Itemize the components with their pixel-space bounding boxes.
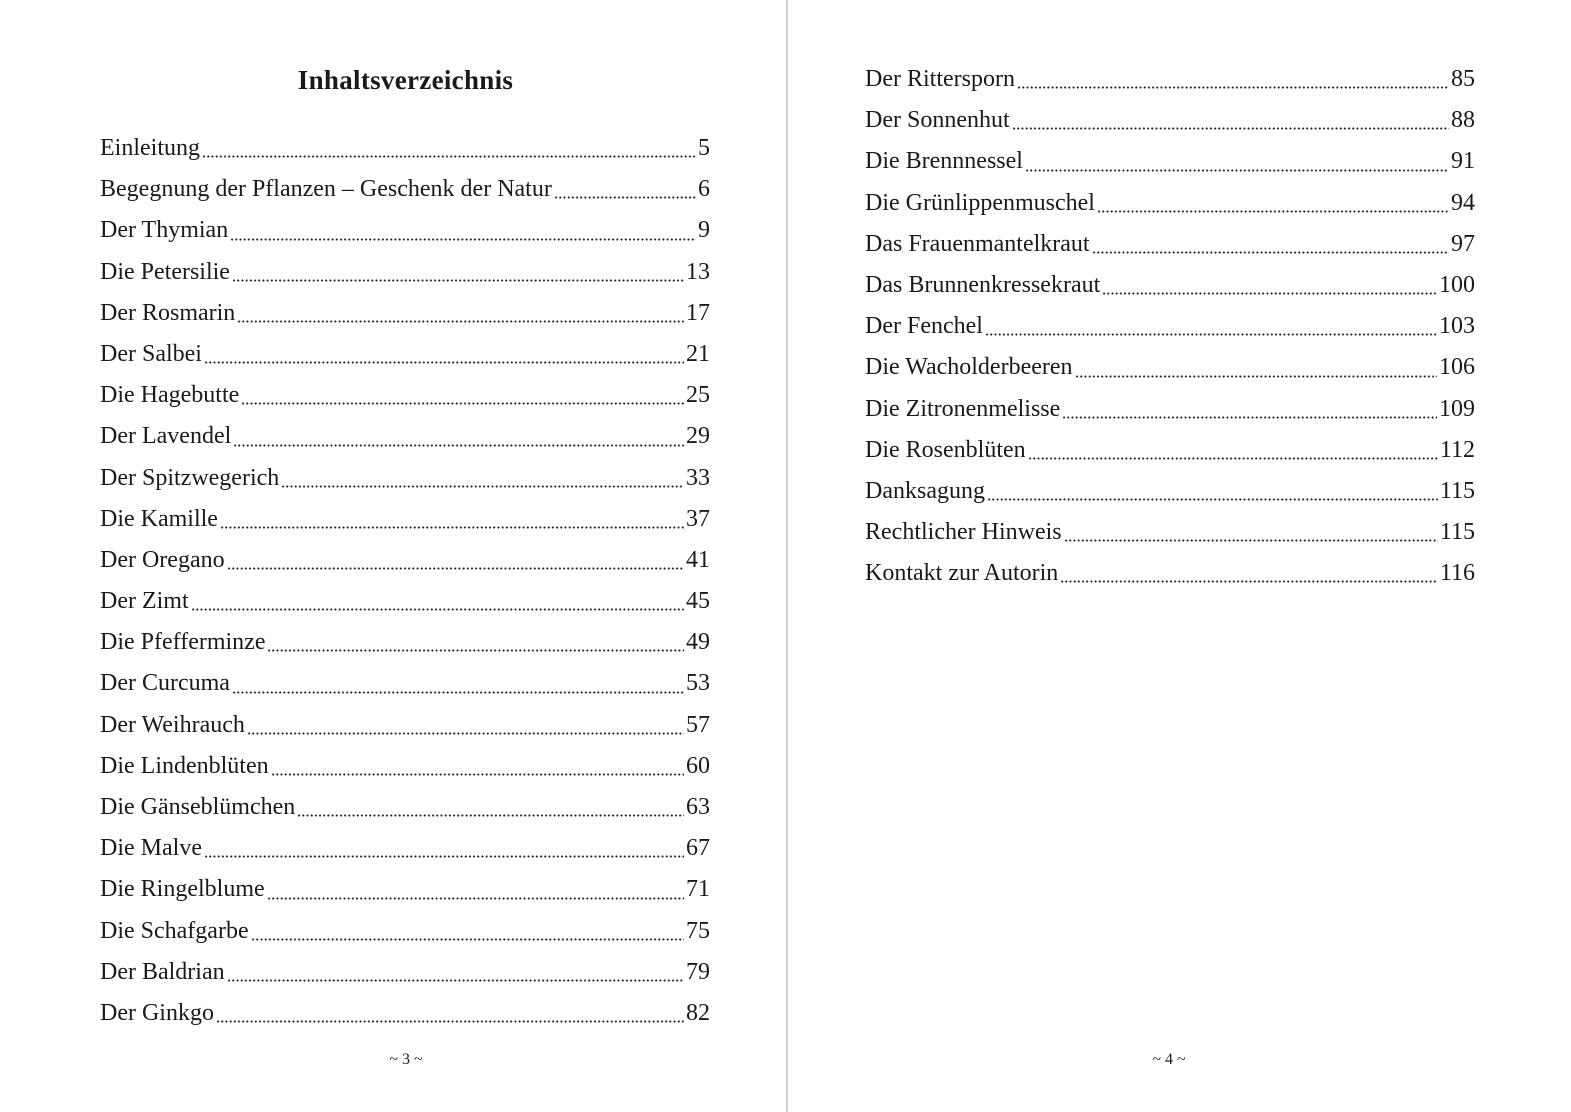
toc-entry-page-number: 49 (686, 629, 710, 656)
toc-entry-page-number: 85 (1451, 66, 1475, 92)
toc-entry (100, 252, 710, 293)
toc-entry (100, 952, 710, 993)
dot-leader (232, 264, 684, 282)
toc-entry (100, 911, 710, 952)
toc-entry-title: Der Lavendel (100, 423, 232, 450)
toc-entry (865, 59, 1475, 100)
toc-entry-page-number: 17 (686, 299, 710, 326)
toc-entry (100, 993, 710, 1034)
toc-entry-page-number: 82 (686, 999, 710, 1026)
toc-entry-title: Der Sonnenhut (865, 107, 1010, 134)
toc-entry-page-number: 88 (1451, 107, 1475, 134)
toc-entry (100, 622, 710, 663)
dot-leader (247, 717, 684, 735)
toc-entry-page-number: 9 (698, 217, 710, 244)
toc-entry (865, 141, 1475, 182)
toc-entry-title: Einleitung (100, 135, 200, 161)
dot-leader (202, 140, 696, 158)
toc-entry-title: Die Schafgarbe (100, 917, 249, 944)
toc-entry-title: Kontakt zur Autorin (865, 560, 1059, 587)
dot-leader (220, 511, 684, 529)
dot-leader (230, 223, 696, 241)
toc-entry-title: Die Rosenblüten (865, 436, 1026, 463)
toc-entry (100, 334, 710, 375)
toc-entry-title: Das Brunnenkressekraut (865, 271, 1101, 298)
dot-leader (191, 593, 684, 611)
toc-entry-title: Der Spitzwegerich (100, 464, 280, 491)
toc-entry (100, 293, 710, 334)
toc-entry (865, 265, 1475, 306)
toc-entry-page-number: 13 (686, 258, 710, 285)
toc-entry-page-number: 21 (686, 340, 710, 367)
toc-entry (100, 746, 710, 787)
toc-entry (100, 416, 710, 457)
toc-entry-page-number: 6 (698, 176, 710, 203)
toc-entry-title: Der Curcuma (100, 670, 230, 697)
dot-leader (1012, 112, 1449, 130)
toc-list-left (100, 128, 710, 1034)
toc-entry-title: Die Zitronenmelisse (865, 395, 1061, 422)
right-page (789, 0, 1571, 1112)
toc-entry-page-number: 91 (1451, 148, 1475, 175)
toc-entry (865, 553, 1475, 594)
toc-entry (865, 389, 1475, 430)
toc-entry-title: Die Brennnessel (865, 148, 1023, 175)
toc-entry-title: Der Baldrian (100, 958, 225, 985)
toc-entry-title: Die Kamille (100, 505, 218, 532)
page-number: ~ 4 ~ (1152, 1051, 1186, 1068)
dot-leader (1075, 360, 1437, 378)
dot-leader (1060, 565, 1438, 583)
toc-entry (100, 458, 710, 499)
toc-entry-title: Der Thymian (100, 217, 229, 244)
toc-entry-page-number: 94 (1451, 189, 1475, 216)
toc-entry (865, 512, 1475, 553)
toc-entry-page-number: 45 (686, 588, 710, 615)
toc-entry-title: Die Malve (100, 835, 202, 862)
toc-entry (865, 347, 1475, 388)
dot-leader (1102, 277, 1437, 295)
toc-entry-page-number: 63 (686, 794, 710, 820)
toc-entry (865, 306, 1475, 347)
toc-entry (865, 100, 1475, 141)
toc-entry (865, 224, 1475, 265)
toc-entry-title: Die Lindenblüten (100, 752, 269, 779)
toc-entry-page-number: 103 (1439, 313, 1475, 340)
toc-entry-page-number: 115 (1439, 519, 1475, 546)
toc-entry-title: Der Zimt (100, 588, 189, 615)
toc-entry-title: Der Rosmarin (100, 299, 236, 326)
toc-entry-title: Die Wacholderbeeren (865, 354, 1073, 381)
toc-entry (100, 169, 710, 210)
toc-entry-page-number: 67 (686, 835, 710, 862)
toc-entry-page-number: 29 (686, 423, 710, 450)
toc-entry (865, 183, 1475, 224)
page-gutter-divider (786, 0, 788, 1112)
toc-entry-page-number: 100 (1439, 271, 1475, 298)
toc-entry (865, 430, 1475, 471)
toc-entry-title: Der Ginkgo (100, 999, 214, 1026)
toc-entry-page-number: 112 (1439, 436, 1475, 463)
toc-entry (100, 210, 710, 251)
dot-leader (232, 676, 684, 694)
toc-entry-title: Die Ringelblume (100, 876, 265, 903)
toc-entry-page-number: 116 (1439, 560, 1475, 587)
toc-title: Inhaltsverzeichnis (297, 65, 514, 95)
dot-leader (1092, 236, 1449, 254)
toc-entry-page-number: 75 (686, 917, 710, 944)
dot-leader (237, 305, 684, 323)
toc-entry (100, 540, 710, 581)
dot-leader (241, 387, 684, 405)
toc-entry-page-number: 106 (1439, 354, 1475, 381)
toc-entry-page-number: 25 (686, 382, 710, 409)
toc-entry-title: Das Frauenmantelkraut (865, 230, 1090, 257)
dot-leader (267, 634, 684, 652)
dot-leader (1097, 195, 1449, 213)
dot-leader (985, 318, 1437, 336)
toc-entry-page-number: 60 (686, 752, 710, 779)
dot-leader (297, 799, 684, 817)
toc-entry (100, 869, 710, 910)
page-number: ~ 3 ~ (389, 1051, 423, 1068)
toc-entry-title: Der Oregano (100, 546, 225, 573)
toc-entry-title: Die Hagebutte (100, 382, 240, 409)
toc-entry-title: Begegnung der Pflanzen – Geschenk der Natur (100, 176, 552, 203)
toc-entry-title: Danksagung (865, 477, 985, 504)
dot-leader (271, 758, 684, 776)
toc-entry-page-number: 79 (686, 958, 710, 985)
toc-entry-page-number: 115 (1439, 477, 1475, 504)
dot-leader (987, 483, 1438, 501)
dot-leader (1062, 401, 1437, 419)
toc-entry-title: Der Rittersporn (865, 66, 1015, 92)
dot-leader (233, 429, 684, 447)
toc-entry (100, 705, 710, 746)
toc-entry (100, 128, 710, 169)
toc-entry-page-number: 97 (1451, 230, 1475, 257)
dot-leader (216, 1005, 684, 1023)
toc-entry-title: Die Petersilie (100, 258, 230, 285)
toc-entry-title: Die Grünlippenmuschel (865, 189, 1095, 216)
toc-entry-page-number: 57 (686, 711, 710, 738)
dot-leader (204, 346, 684, 364)
toc-entry (865, 471, 1475, 512)
dot-leader (251, 923, 684, 941)
toc-entry-page-number: 71 (686, 876, 710, 903)
toc-entry-page-number: 109 (1439, 395, 1475, 422)
toc-entry-page-number: 41 (686, 546, 710, 573)
dot-leader (227, 964, 684, 982)
toc-entry (100, 375, 710, 416)
toc-entry-title: Die Pfefferminze (100, 629, 266, 656)
toc-entry-page-number: 33 (686, 464, 710, 491)
dot-leader (1028, 442, 1438, 460)
toc-entry-page-number: 5 (698, 135, 710, 161)
toc-entry (100, 581, 710, 622)
toc-entry-page-number: 37 (686, 505, 710, 532)
toc-entry-title: Rechtlicher Hinweis (865, 519, 1062, 546)
toc-entry-page-number: 53 (686, 670, 710, 697)
toc-entry (100, 499, 710, 540)
toc-entry (100, 828, 710, 869)
toc-entry (100, 663, 710, 704)
dot-leader (1025, 154, 1449, 172)
toc-list-right (865, 59, 1475, 594)
toc-entry-title: Die Gänseblümchen (100, 794, 296, 820)
dot-leader (281, 470, 684, 488)
dot-leader (1064, 524, 1438, 542)
dot-leader (267, 882, 684, 900)
dot-leader (204, 840, 684, 858)
toc-entry (100, 787, 710, 828)
dot-leader (1017, 71, 1449, 89)
toc-entry-title: Der Weihrauch (100, 711, 245, 738)
dot-leader (227, 552, 684, 570)
dot-leader (554, 181, 696, 199)
toc-entry-title: Der Salbei (100, 340, 202, 367)
toc-entry-title: Der Fenchel (865, 313, 983, 340)
